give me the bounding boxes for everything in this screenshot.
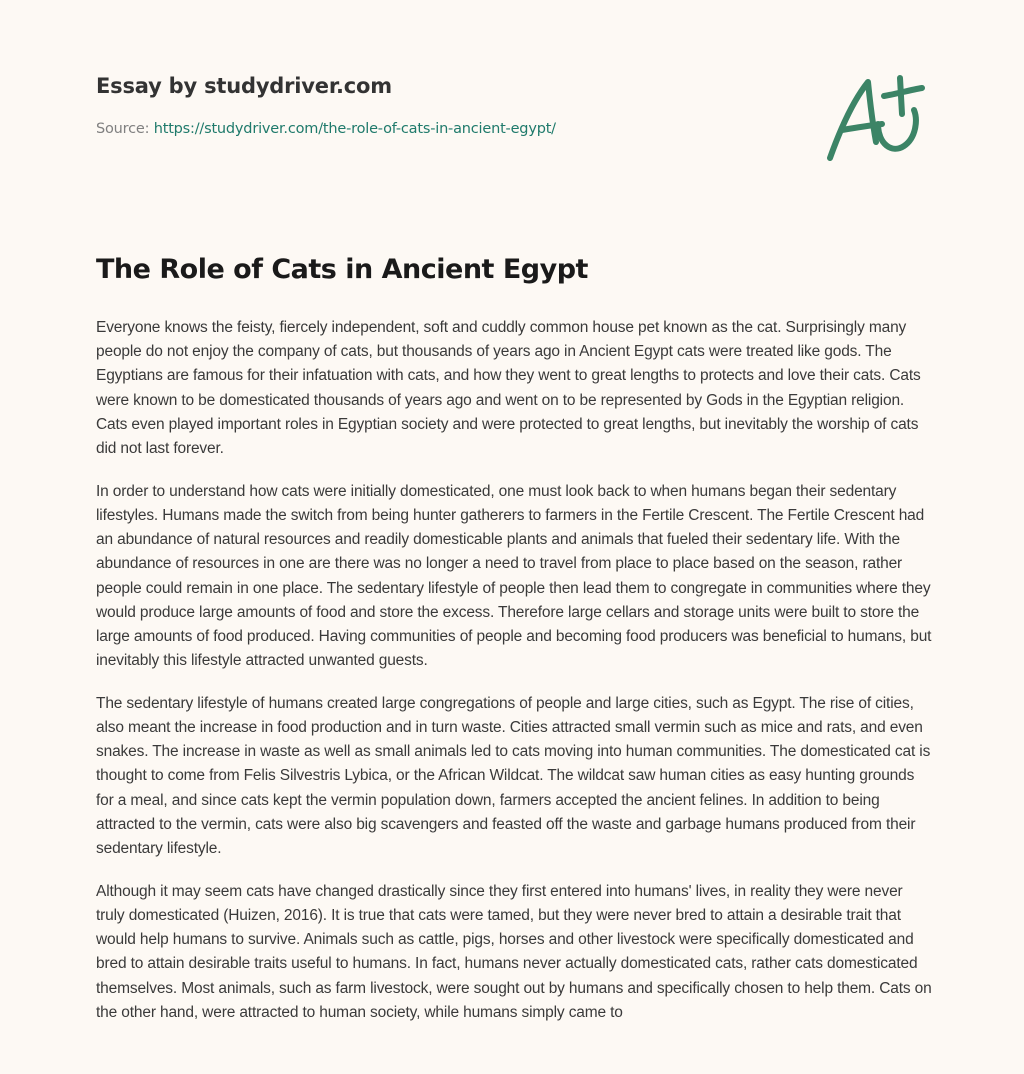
- essay-paragraph: In order to understand how cats were initially domesticated, one must look back to when humans began their sedentary lifestyles. Humans made the switch from being hunter gatherers to farmers in the Fertile Crescent. The Fertile Crescent had an abundance of natural resources and readily domesticable plants and animals that fueled their sedentary life. With the abundance of resources in one are there was no longer a need to travel from place to place based on the season, rather people could remain in one place. The sedentary lifestyle of people then lead them to congregate in communities where they would produce large amounts of food and store the excess. Therefore large cellars and storage units were built to store the large amounts of food produced. Having communities of people and becoming food producers was beneficial to humans, but inevitably this lifestyle attracted unwanted guests.: [96, 482, 932, 670]
- site-title: Essay by studydriver.com: [96, 74, 392, 98]
- page-header: [96, 74, 816, 137]
- essay-title: The Role of Cats in Ancient Egypt: [96, 254, 588, 285]
- a-plus-grade-icon: [822, 68, 928, 164]
- source-link[interactable]: https://studydriver.com/the-role-of-cats-in-ancient-egypt/: [153, 121, 556, 137]
- essay-paragraph: The sedentary lifestyle of humans created large congregations of people and large cities, such as Egypt. The rise of cities, also meant the increase in food production and in turn waste. Cities attracted small vermin such as mice and rats, and even snakes. The increase in waste as well as small animals led to cats moving into human communities. The domesticated cat is thought to come from Felis Silvestris Lybica, or the African Wildcat. The wildcat saw human cities as easy hunting grounds for a meal, and since cats kept the vermin population down, farmers accepted the ancient felines. In addition to being attracted to the vermin, cats were also big scavengers and feasted off the waste and garbage humans produced from their sedentary lifestyle.: [96, 694, 931, 858]
- source-label: Source:: [96, 121, 150, 137]
- essay-paragraph: Although it may seem cats have changed drastically since they first entered into humans' lives, in reality they were never truly domesticated (Huizen, 2016). It is true that cats were tamed, but they were never bred to attain a desirable trait that would help humans to survive. Animals such as cattle, pigs, horses and other livestock were specifically domesticated and bred to attain desirable traits useful to humans. In fact, humans never actually domesticated cats, rather cats domesticated themselves. Most animals, such as farm livestock, were sought out by humans and specifically chosen to help them. Cats on the other hand, were attracted to human society, while humans simply came to: [96, 882, 932, 1021]
- source-line: [96, 121, 816, 137]
- essay-paragraph: Everyone knows the feisty, fiercely independent, soft and cuddly common house pet known as the cat. Surprisingly many people do not enjoy the company of cats, but thousands of years ago in Ancient Egypt cats were treated like gods. The Egyptians are famous for their infatuation with cats, and how they went to great lengths to protects and love their cats. Cats were known to be domesticated thousands of years ago and went on to be represented by Gods in the Egyptian religion. Cats even played important roles in Egyptian society and were protected to great lengths, but inevitably the worship of cats did not last forever.: [96, 319, 921, 458]
- essay-body: [96, 316, 932, 1043]
